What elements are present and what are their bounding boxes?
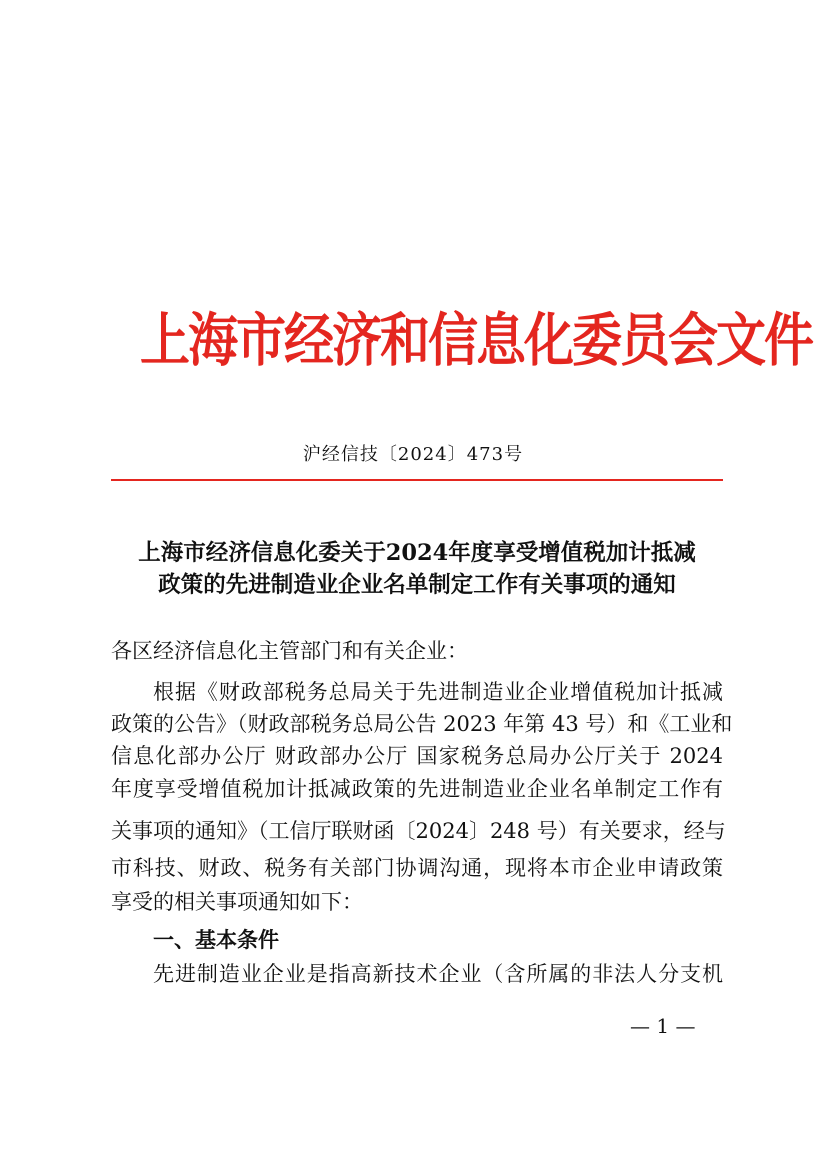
- page-number: — 1 —: [630, 1014, 696, 1038]
- paragraph-line: 根据《财政部税务总局关于先进制造业企业增值税加计抵减: [153, 680, 723, 704]
- paragraph-line: 市科技、财政、税务有关部门协调沟通，现将本市企业申请政策: [111, 856, 723, 880]
- paragraph-line: 关事项的通知》（工信厅联财函〔2024〕248 号）有关要求，经与: [111, 819, 726, 843]
- red-divider-line: [111, 479, 723, 481]
- notice-headline-line-1: 上海市经济信息化委关于2024年度享受增值税加计抵减: [138, 540, 696, 566]
- section-heading-basic-conditions: 一、基本条件: [153, 928, 279, 952]
- paragraph-line: 信息化部办公厅 财政部办公厅 国家税务总局办公厅关于 2024: [111, 744, 723, 768]
- paragraph-line: 先进制造业企业是指高新技术企业（含所属的非法人分支机: [153, 962, 723, 986]
- notice-headline-line-2: 政策的先进制造业企业名单制定工作有关事项的通知: [158, 572, 676, 598]
- document-number: 沪经信技〔2024〕473号: [302, 444, 524, 465]
- paragraph-line: 享受的相关事项通知如下：: [111, 890, 363, 914]
- paragraph-line: 政策的公告》（财政部税务总局公告 2023 年第 43 号）和《工业和: [111, 712, 733, 736]
- issuing-organization-title: 上海市经济和信息化委员会文件: [140, 306, 812, 374]
- paragraph-line: 年度享受增值税加计抵减政策的先进制造业企业名单制定工作有: [111, 777, 723, 801]
- salutation: 各区经济信息化主管部门和有关企业：: [111, 639, 468, 663]
